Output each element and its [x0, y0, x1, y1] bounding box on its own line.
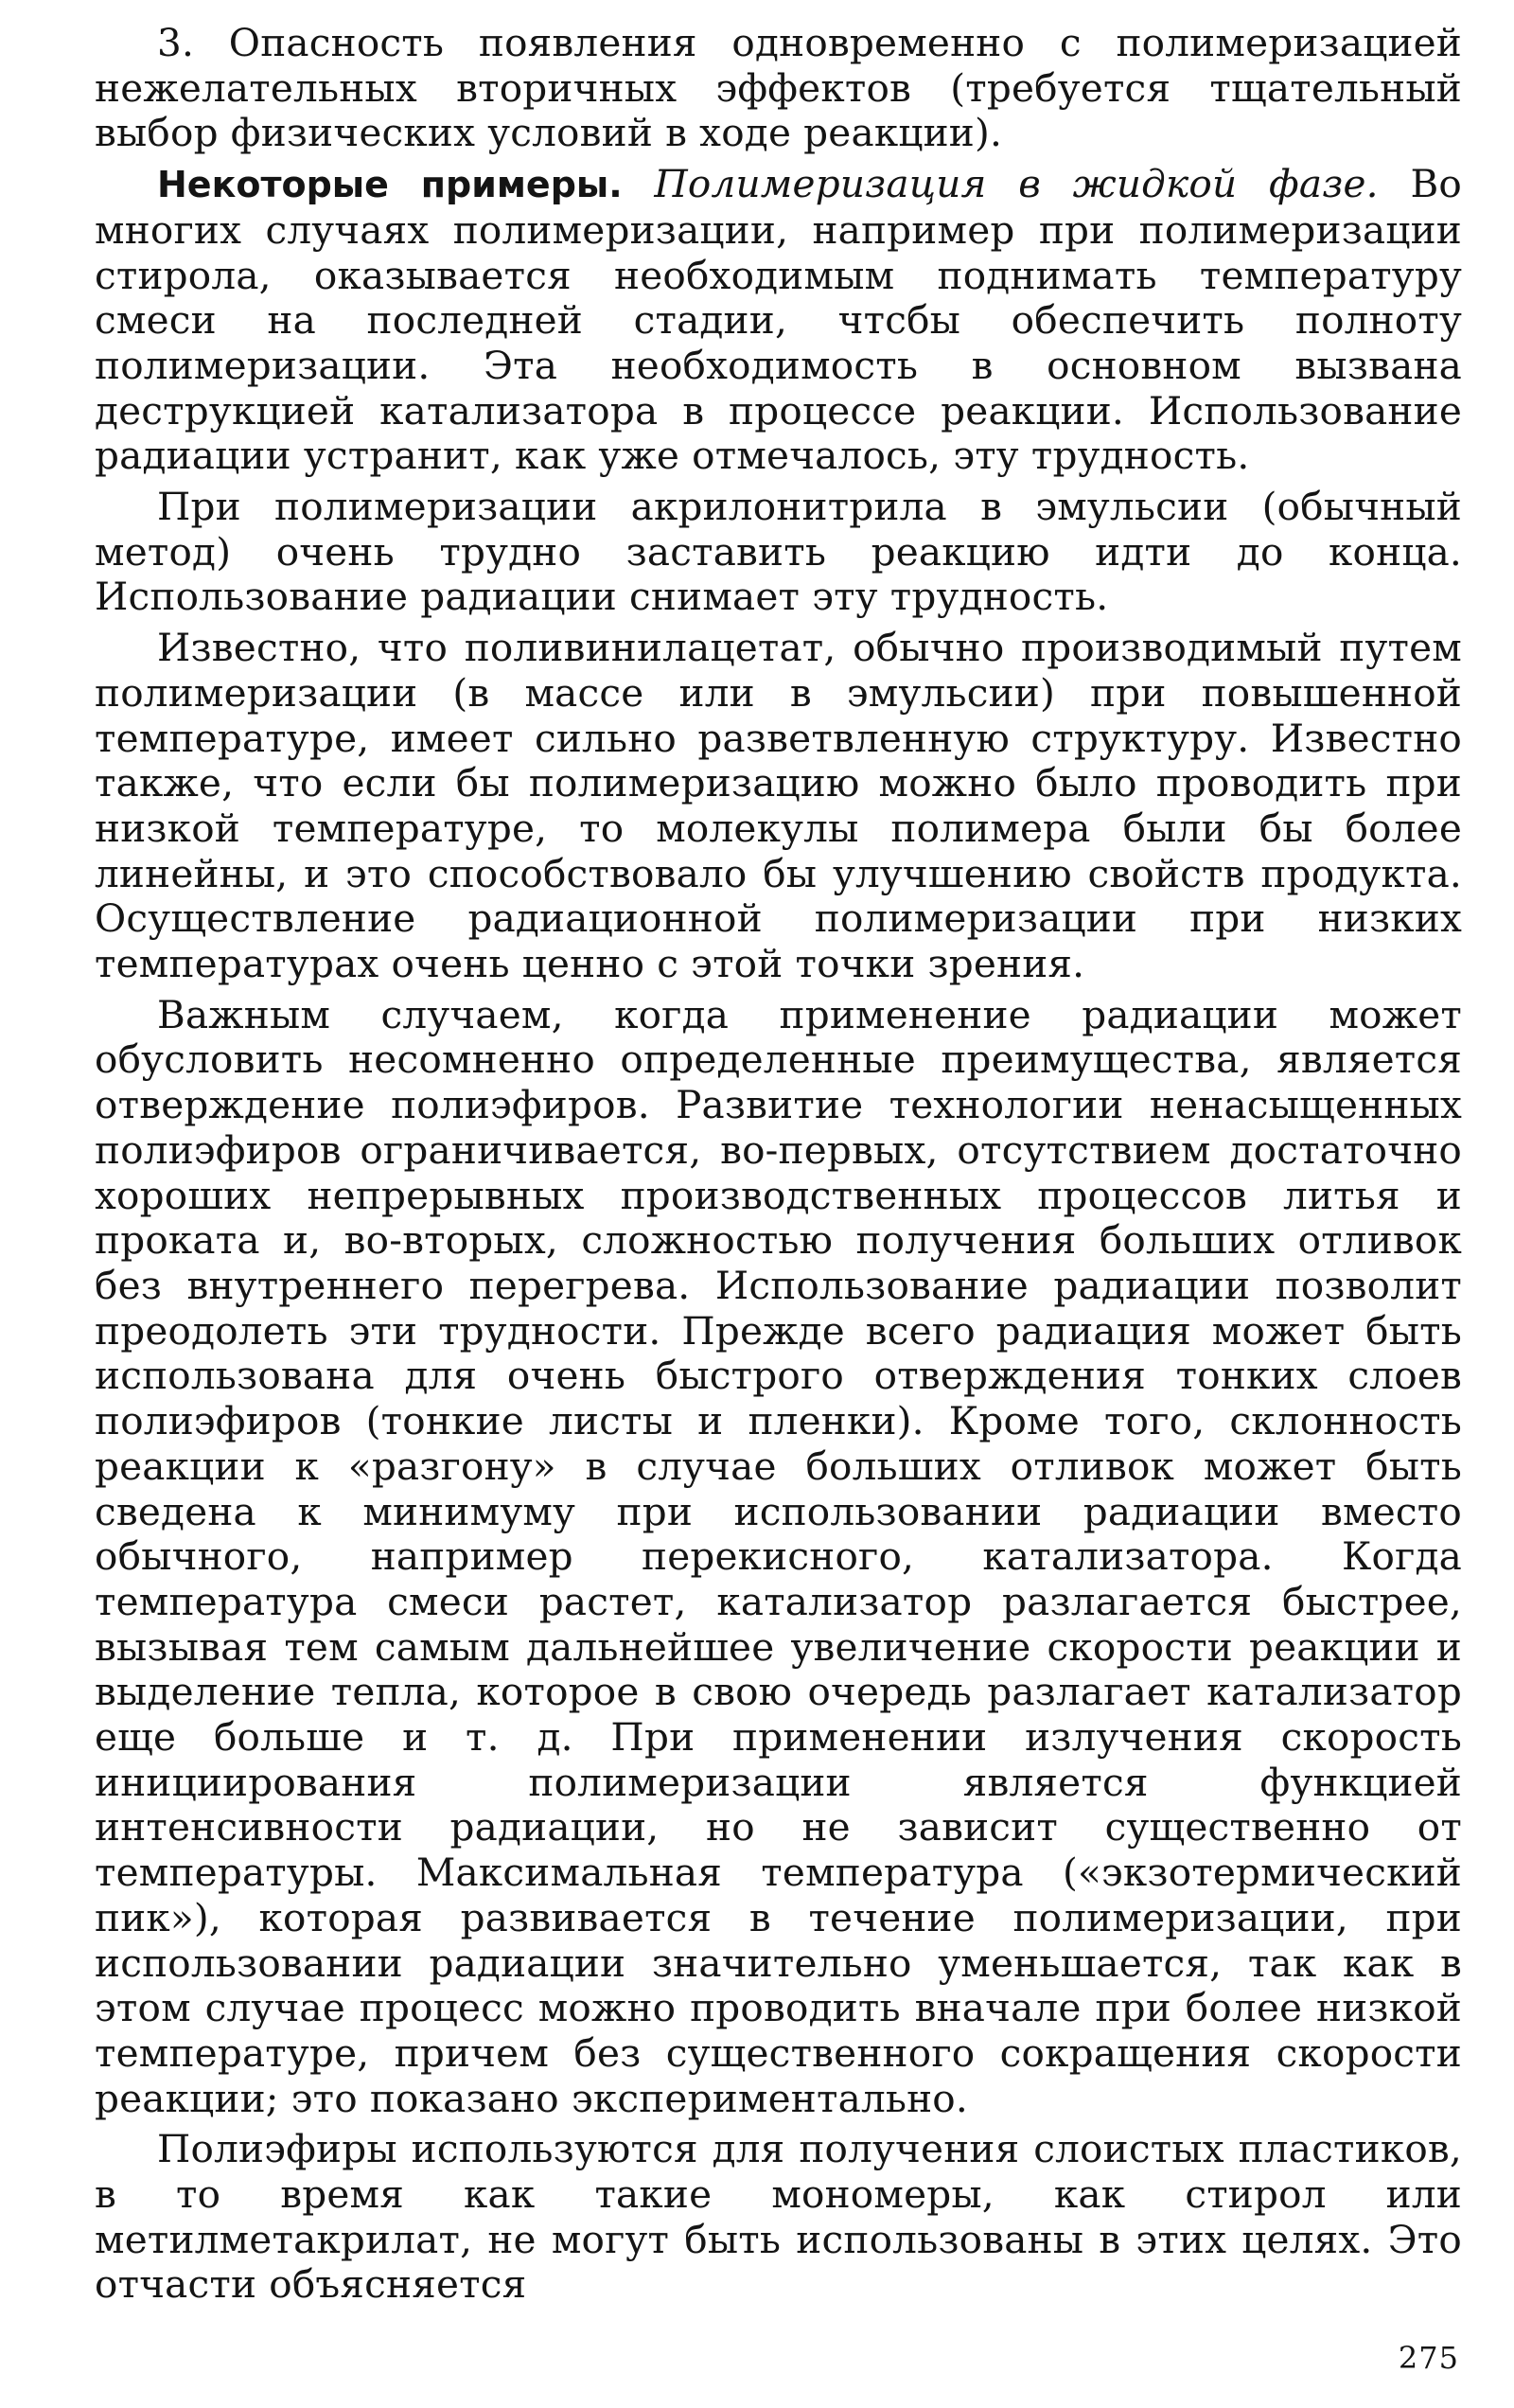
paragraph-5 [95, 993, 1462, 2122]
section-lead-bold: Некоторые примеры. [157, 164, 623, 206]
paragraph-5-text: Важным случаем, когда применение радиации может обусловить несомненно определенные преимущества, является отверждение полиэфиров. Развитие технологии ненасыщенных полиэфиров ограничивается, во-первых, отсутствием достаточно хороших непрерывных производственных процессов литья и проката и, во-вторых, сложностью получения больших отливок без внутреннего перегрева. Использование радиации позволит преодолеть эти трудности. Прежде всего радиация может быть использована для очень быстрого отверждения тонких слоев полиэфиров (тонкие листы и пленки). Кроме того, склонность реакции к «разгону» в случае больших отливок может быть сведена к минимуму при использовании радиации вместо обычного, например перекисного, катализатора. Когда температура смеси растет, катализатор разлагается быстрее, вызывая тем самым дальнейшее увеличение скорости реакции и выделение тепла, которое в свою очередь разлагает катализатор еще больше и т. д. При применении излучения скорость инициирования полимеризации является функцией интенсивности радиации, но не зависит существенно от температуры. Максимальная температура («экзотермический пик»), которая развивается в течение полимеризации, при использовании радиации значительно уменьшается, так как в этом случае процесс можно проводить вначале при более низкой температуре, причем без существенного сокращения скорости реакции; это показано экспериментально. [95, 991, 1462, 2121]
paragraph-6 [95, 2127, 1462, 2308]
paragraph-3 [95, 485, 1462, 620]
page-number: 275 [1398, 2340, 1459, 2376]
paragraph-3-text: При полимеризации акрилонитрила в эмульсии (обычный метод) очень трудно заставить реакцию идти до конца. Использование радиации снимает эту трудность. [95, 484, 1462, 620]
paragraph-6-text: Полиэфиры используются для получения слоистых пластиков, в то время как такие мономеры, как стирол или метилметакрилат, не могут быть использованы в этих целях. Это отчасти объясняется [95, 2126, 1462, 2308]
paragraph-2-text: Во многих случаях полимеризации, например при полимеризации стирола, оказывается необходимым поднимать температуру смеси на последней стадии, чтсбы обеспечить полноту полимеризации. Эта необходимость в основном вызвана деструкцией катализатора в процессе реакции. Использование радиации устранит, как уже отмечалось, эту трудность. [95, 161, 1462, 479]
subsection-lead-italic: Полимеризация в жидкой фазе. [654, 161, 1379, 207]
paragraph-4-text: Известно, что поливинилацетат, обычно производимый путем полимеризации (в массе или в эмульсии) при повышенной температуре, имеет сильно разветвленную структуру. Известно также, что если бы полимеризацию можно было проводить при низкой температуре, то молекулы полимера были бы более линейны, и это способствовало бы улучшению свойств продукта. Осуществление радиационной полимеризации при низких температурах очень ценно с этой точки зрения. [95, 625, 1462, 987]
body-text [95, 21, 1462, 2308]
paragraph-4 [95, 626, 1462, 987]
paragraph-1 [95, 21, 1462, 156]
paragraph-1-text: 3. Опасность появления одновременно с полимеризацией нежелательных вторичных эффектов (требуется тщательный выбор физических условий в ходе реакции). [95, 20, 1462, 156]
paragraph-2 [95, 162, 1462, 479]
